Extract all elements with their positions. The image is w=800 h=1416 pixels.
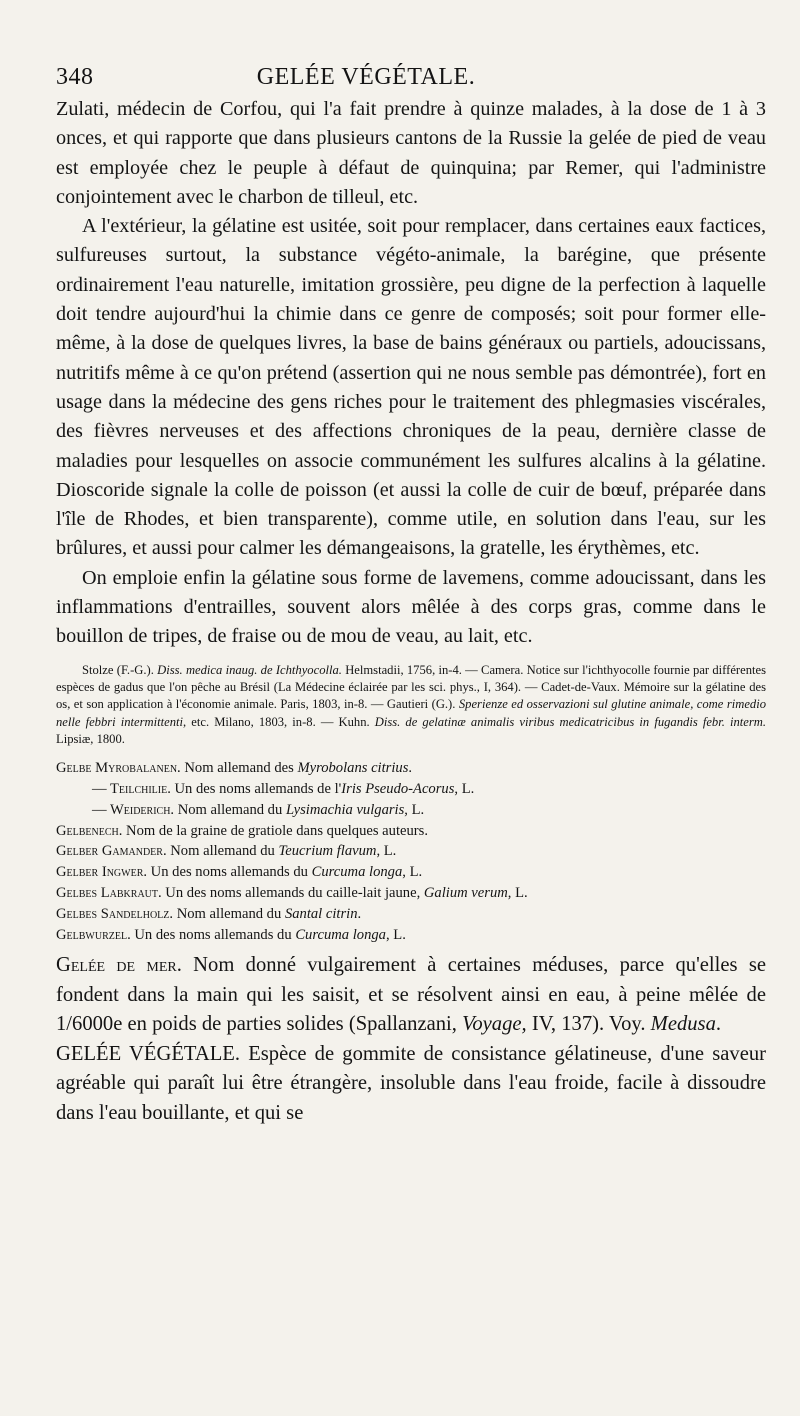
entry-text: Un des noms allemands du	[130, 926, 296, 943]
paragraph-lavemens: On emploie enfin la gélatine sous forme de lavemens, comme adoucissant, dans les inflammations d'entrailles, souvent alors mêlée à des corps gras, comme dans le bouillon de tripes, de fraise ou de mou de veau, au lait, etc.	[56, 566, 766, 648]
dictionary-entry	[56, 883, 766, 904]
entry-head: Gelber Ingwer.	[56, 864, 148, 881]
entry-tail: .	[357, 905, 362, 922]
entry-tail: , L.	[376, 843, 397, 860]
entry-text: Un des noms allemands du caille-lait jaune,	[161, 884, 424, 901]
biblio-part: , etc. Milano, 1803, in-8. — Kuhn.	[183, 714, 375, 729]
page-number: 348	[56, 64, 94, 90]
entry-italic: Lysimachia vulgaris	[285, 801, 405, 818]
paragraph-continuation: Zulati, médecin de Corfou, qui l'a fait prendre à quinze malades, à la dose de 1 à 3 onces, et qui rapporte que dans plusieurs cantons de la Russie la gelée de pied de veau est employée chez le peuple à défaut de quinquina; par Remer, qui l'administre conjointement avec le charbon de tilleul, etc.	[56, 98, 766, 208]
entry-head: — Weiderich.	[92, 801, 175, 818]
entry-head: Gelbes Labkraut.	[56, 884, 162, 901]
running-title: GELÉE VÉGÉTALE.	[256, 64, 476, 90]
entry-text: Un des noms allemands de l'	[170, 780, 342, 797]
bibliography	[56, 662, 766, 748]
entry-italic: Myrobolans citrius	[297, 760, 409, 777]
entry-tail: , L.	[454, 780, 475, 797]
entry-tail: , L.	[404, 801, 425, 818]
entry-italic: Voyage,	[462, 1013, 527, 1036]
entry-italic: Teucrium flavum	[278, 843, 377, 860]
biblio-part: Helmstadii, 1756, in-4. — Camera. Notice sur l'ichthyocolle fournie par différentes espèces de gadus que l'on pêche au Brésil (La Médecine éclairée par les sci. phys., I, 364). — Cadet-de-Vaux. Mémoire sur la gélatine des os, et son application à l'économie animale. Paris, 1803, in-8. — Gautieri (G.).	[56, 662, 766, 712]
biblio-title: Sperienze ed osservazioni sul glutine animale, come rimedio nelle febbri intermittenti	[56, 697, 767, 729]
entry-text: Nom allemand des	[180, 760, 298, 777]
entry-head: Gelbe Myrobalanen.	[56, 760, 181, 777]
entry-text: Espèce de gommite de consistance gélatineuse, d'une saveur agréable qui paraît lui être étrangère, insoluble dans l'eau froide, facile à dissoudre dans l'eau bouillante, et qui se	[56, 1042, 766, 1124]
entry-head: Gelbenech.	[56, 822, 123, 839]
entry-head: — Teilchilie.	[92, 780, 171, 797]
entry-text: IV, 137). Voy.	[526, 1013, 651, 1036]
biblio-part: Stolze (F.-G.).	[82, 662, 158, 677]
entry-italic: Curcuma longa	[295, 926, 386, 943]
dictionary-entry	[56, 862, 766, 883]
entry-text: Nom allemand du	[174, 801, 286, 818]
entry-text: Nom allemand du	[173, 905, 285, 922]
dictionary-entry	[56, 925, 766, 946]
entry-head: Gelbes Sandelholz.	[56, 905, 174, 922]
entry-text: Nom donné vulgairement à certaines méduses, parce qu'elles se fondent dans la main qui les saisit, et se résolvent ainsi en eau, à peine mêlée de 1/6000e en poids de parties solides (Spallanzani,	[56, 954, 766, 1036]
entry-italic: Medusa	[650, 1013, 716, 1036]
page-content	[56, 64, 766, 1128]
entry-italic: Galium verum	[423, 884, 508, 901]
entry-tail: .	[715, 1013, 722, 1036]
entry-head: Gelée de mer.	[56, 954, 182, 977]
entry-head: GELÉE VÉGÉTALE.	[56, 1042, 241, 1065]
running-header	[56, 64, 766, 91]
entry-tail: .	[408, 760, 413, 777]
dictionary-entry	[56, 800, 766, 821]
dictionary-entry	[56, 841, 766, 862]
entry-italic: Curcuma longa	[311, 864, 403, 881]
entry-tail: , L.	[385, 926, 406, 943]
entry-italic: Iris Pseudo-Acorus	[341, 780, 455, 797]
dictionary-entry	[56, 779, 766, 800]
entry-gelee-vegetale	[56, 1040, 766, 1129]
biblio-title: Diss. medica inaug. de Ichthyocolla.	[157, 662, 342, 677]
entry-italic: Santal citrin	[284, 905, 358, 922]
entry-tail: , L.	[402, 864, 423, 881]
dictionary-entry	[56, 904, 766, 925]
dictionary-entries	[56, 758, 766, 945]
paragraph-external-use: A l'extérieur, la gélatine est usitée, soit pour remplacer, dans certaines eaux factices, sulfureuses surtout, la substance végéto-animale, la barégine, que présente ordinairement l'eau naturelle, imitation grossière, peu digne de la perfection à laquelle doit tendre aujourd'hui la chimie dans ce genre de composés; soit pour former elle-même, à la dose de quelques livres, la base de bains généraux ou partiels, adoucissans, nutritifs même à ce qu'on prétend (assertion qui ne nous semble pas démontrée), fort en usage dans la médecine des gens riches pour le traitement des phlegmasies viscérales, des fièvres nerveuses et des affections chroniques de la peau, dernière classe de maladies pour lesquelles on associe communément les sulfures alcalins à la gélatine. Dioscoride signale la colle de poisson (et aussi la colle de cuir de bœuf, préparée dans l'île de Rhodes, et bien transparente), comme utile, en solution dans l'eau, sur les brûlures, et aussi pour calmer les démangeaisons, la gratelle, les érythèmes, etc.	[56, 215, 766, 560]
biblio-part: Lipsiæ, 1800.	[56, 731, 125, 746]
entry-text: Un des noms allemands du	[147, 864, 312, 881]
dictionary-entry	[56, 821, 766, 842]
biblio-title: Diss. de gelatinæ animalis viribus medicatricibus in fugandis febr. interm.	[374, 714, 766, 729]
entry-text: Nom de la graine de gratiole dans quelques auteurs.	[122, 822, 428, 839]
dictionary-entry	[56, 758, 766, 779]
entry-text: Nom allemand du	[166, 843, 279, 860]
entry-gelee-de-mer	[56, 951, 766, 1040]
entry-tail: , L.	[507, 884, 528, 901]
entry-head: Gelbwurzel.	[56, 926, 131, 943]
entry-head: Gelber Gamander.	[56, 843, 167, 860]
